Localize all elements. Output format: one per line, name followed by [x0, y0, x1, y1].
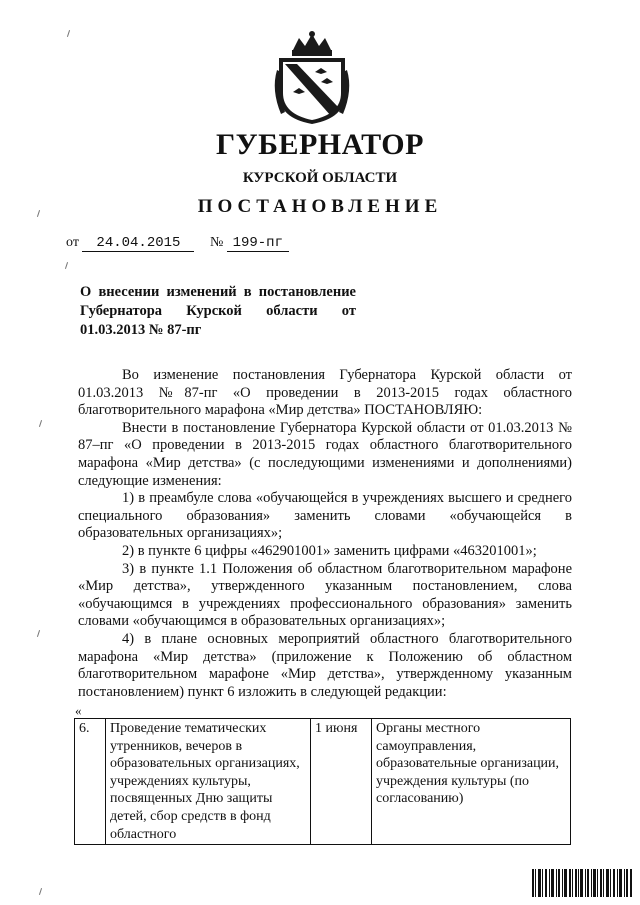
kursk-coat-of-arms-icon — [271, 30, 353, 126]
paragraph-preamble: Во изменение постановления Губернатора Курской области от 01.03.2013 №87-пг «О проведении в 2013-2015 годах областного благотворительного марафона «Мир детства» ПОСТАНОВЛЯЮ: — [78, 367, 572, 419]
row-number: 6. — [75, 719, 106, 845]
row-date: 1 июня — [311, 719, 372, 845]
date-number-line — [66, 235, 289, 252]
scan-mark — [65, 262, 68, 269]
opening-quote: « — [75, 703, 82, 718]
paragraph-amend: Внести в постановление Губернатора Курской области от 01.03.2013 № 87–пг «О проведении в 2013-2015 годах областного благотворительного марафона «Мир детства» (с последующими изменениями и дополнениями) следующие изменения: — [78, 419, 572, 489]
scan-mark — [39, 888, 42, 895]
paragraph-item-2: 2) в пункте 6 цифры «462901001» заменить цифрами «463201001»; — [122, 542, 537, 559]
row-responsible: Органы местного самоуправления, образовательные организации, учреждения культуры (по согласованию) — [372, 719, 571, 845]
region-title: КУРСКОЙ ОБЛАСТИ — [242, 170, 398, 186]
paragraph-item-1: 1) в преамбуле слова «обучающейся в учреждениях высшего и среднего специального образования» заменить словами «обучающейся в образовательных организациях»; — [78, 490, 572, 542]
number-label: № — [209, 235, 224, 250]
document-number: 199-пг — [227, 235, 289, 252]
paragraph-item-4: 4) в плане основных мероприятий областного благотворительного марафона «Мир детства» (приложение к Положению об областном благотворительном марафоне «Мир детства», утвержденному указанным постановлением) пункт 6 изложить в следующей редакции: — [78, 630, 572, 700]
document-body — [78, 367, 572, 701]
table-row — [75, 719, 571, 845]
row-event: Проведение тематических утренников, вечеров в образовательных организациях, учреждениях культуры, посвященных Дню защиты детей, сбор средств в фонд областного — [106, 719, 311, 845]
document-subject: О внесении изменений в постановление Губернатора Курской области от 01.03.2013 № 87-пг — [80, 284, 356, 338]
barcode-icon — [532, 869, 632, 897]
document-date: 24.04.2015 — [82, 235, 194, 252]
document-type: ПОСТАНОВЛЕНИЕ — [197, 196, 443, 217]
page-title: ГУБЕРНАТОР — [216, 128, 424, 161]
scan-mark — [39, 420, 42, 427]
plan-table — [74, 718, 571, 845]
date-label: от — [66, 235, 79, 250]
scan-mark — [37, 630, 40, 637]
paragraph-item-3: 3) в пункте 1.1 Положения об областном благотворительном марафоне «Мир детства», утвержденного указанным постановлением, слова «обучающимся в учреждениях профессионального образования» заменить словами «обучающимся в образовательных организациях»; — [78, 560, 572, 630]
scan-mark — [67, 30, 70, 37]
